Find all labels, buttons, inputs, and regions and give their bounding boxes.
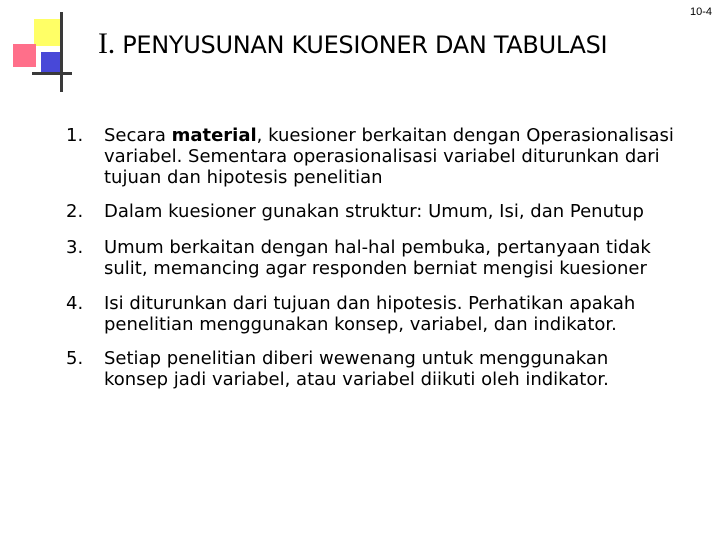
list-number: 1. [66,125,84,146]
vertical-line [60,12,63,92]
list-number: 3. [66,237,84,258]
pink-square [13,44,36,67]
list-text-bold: material [171,125,257,146]
list-item [38,125,678,188]
list-item [38,237,678,279]
title-prefix: I. [98,27,115,60]
list-text: Dalam kuesioner gunakan struktur: Umum, Isi, dan Penutup [104,201,644,222]
list-number: 5. [66,348,84,369]
page-number: 10-4 [689,6,712,18]
list-text: Umum berkaitan dengan hal-hal pembuka, pertanyaan tidak sulit, memancing agar responden berniat mengisi kuesioner [104,237,651,279]
list-text-rest: , kuesioner berkaitan dengan Operasionalisasi variabel. Sementara operasionalisasi variabel diturunkan dari tujuan dan hipotesis penelitian [104,125,674,188]
list-text: Setiap penelitian diberi wewenang untuk menggunakan konsep jadi variabel, atau variabel diikuti oleh indikator. [104,348,609,390]
yellow-square [34,19,61,46]
list-item [38,201,678,222]
decorative-squares-logo [0,0,80,100]
title-text: PENYUSUNAN KUESIONER DAN TABULASI [122,31,608,59]
list-item [38,348,678,390]
list-text: Isi diturunkan dari tujuan dan hipotesis. Perhatikan apakah penelitian menggunakan konsep, variabel, dan indikator. [104,293,636,335]
list-text-start: Secara [104,125,172,146]
slide-title [98,27,607,61]
list-number: 2. [66,201,84,222]
list-number: 4. [66,293,84,314]
horizontal-line [32,72,72,75]
numbered-list [38,125,678,404]
list-item [38,293,678,335]
